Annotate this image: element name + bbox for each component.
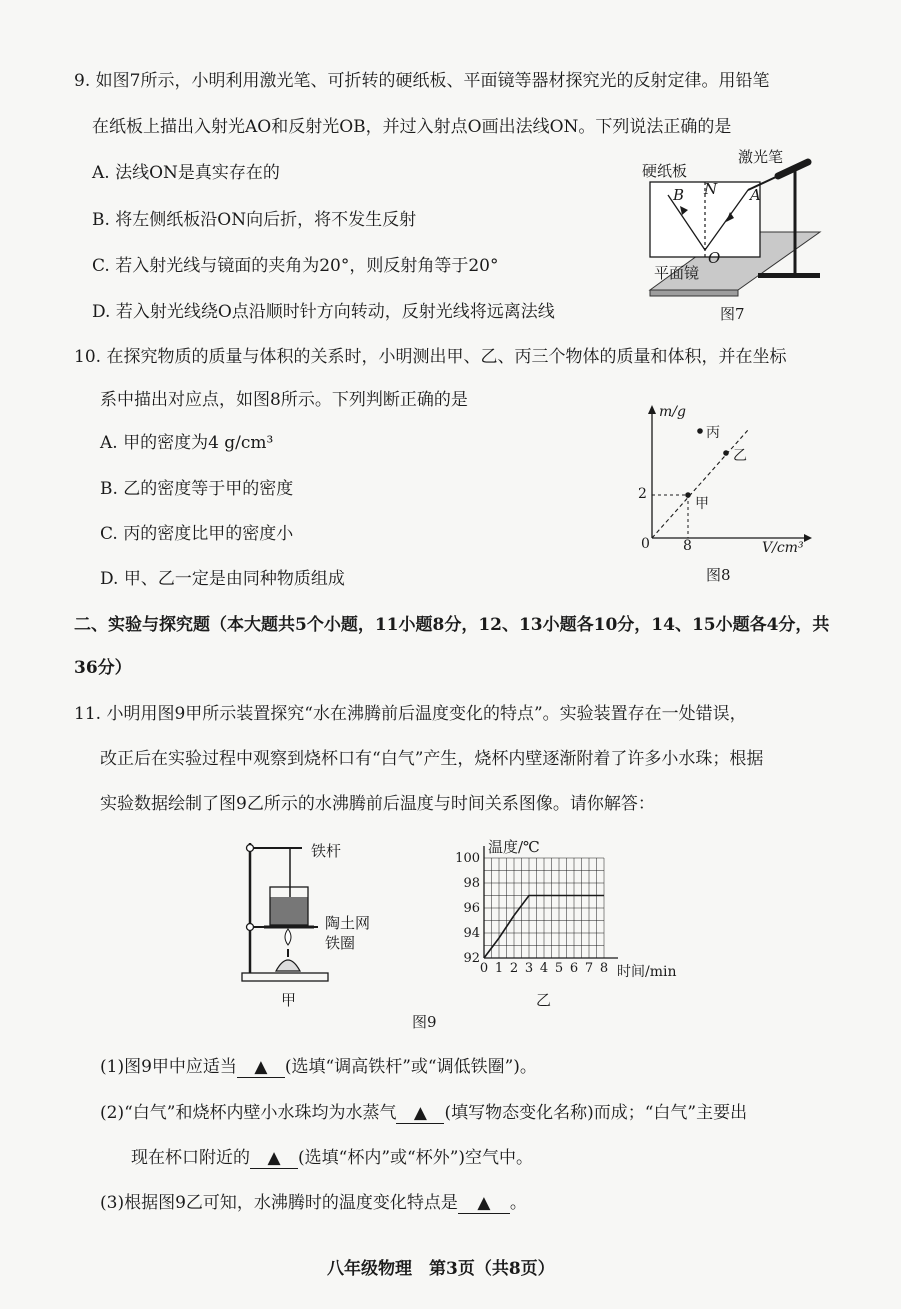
q10-option-a: A. 甲的密度为4 g/cm³ [100,433,274,453]
q9-stem-line2: 在纸板上描出入射光AO和反射光OB，并过入射点O画出法线ON。下列说法正确的是 [92,117,732,137]
fig7-point-b: B [673,186,685,204]
fig8-tick-y: 2 [638,486,647,502]
q10-option-c: C. 丙的密度比甲的密度小 [100,524,294,544]
answer-blank-2[interactable]: ▲ [396,1103,444,1124]
answer-blank-4[interactable]: ▲ [458,1193,510,1214]
y-tick-label: 100 [455,851,480,866]
fig9a-caption: 甲 [281,991,297,1009]
fig9a-label-iron-rod: 铁杆 [311,842,342,860]
q11-part2b-prefix: 现在杯口附近的 [131,1148,250,1168]
q11-part3 [100,1188,527,1214]
q11-part1-suffix: (选填“调高铁杆”或“调低铁圈”)。 [284,1057,537,1077]
page-footer: 八年级物理 第3页（共8页） [327,1259,555,1279]
fig9b-y-axis-title: 温度/℃ [488,838,540,856]
x-tick-label: 7 [584,961,594,976]
q9-option-b: B. 将左侧纸板沿ON向后折，将不发生反射 [92,210,417,230]
q11-stem-line3: 实验数据绘制了图9乙所示的水沸腾前后温度与时间关系图像。请你解答： [100,794,655,814]
fig7-point-a: A [750,186,761,204]
fig9-caption: 图9 [412,1013,437,1031]
point-yi [723,450,729,456]
q11-stem-line1: 11. 小明用图9甲所示装置探究“水在沸腾前后温度变化的特点”。实验装置存在一处错误， [74,704,747,724]
q10-stem-line2: 系中描出对应点，如图8所示。下列判断正确的是 [100,390,468,410]
y-tick-label: 94 [463,926,480,941]
section-2-heading-line2: 36分） [74,658,132,678]
q11-part2-prefix: (2)“白气”和烧杯内壁小水珠均为水蒸气 [100,1103,397,1123]
fig9a-label-gauze: 陶土网 [325,914,371,932]
fig8-label-bing: 丙 [706,425,720,441]
point-bing [697,428,703,434]
fig8-caption: 图8 [706,566,731,584]
section-2-heading-line1: 二、实验与探究题（本大题共5个小题，11小题8分，12、13小题各10分，14、15小题各4分，共 [74,615,830,635]
fig8-y-axis-label: m/g [659,404,686,420]
x-tick-label: 8 [599,961,609,976]
figure-9b-temperature-chart [452,836,682,976]
q11-stem-line2: 改正后在实验过程中观察到烧杯口有“白气”产生，烧杯内壁逐渐附着了许多小水珠；根据 [100,749,764,769]
x-tick-label: 6 [569,961,579,976]
fig8-tick-x: 8 [683,538,692,554]
q11-part2-line1 [100,1098,747,1124]
q10-option-d: D. 甲、乙一定是由同种物质组成 [100,569,345,589]
point-jia [685,492,691,498]
y-tick-label: 96 [463,901,480,916]
q11-part2-line2 [131,1143,533,1169]
fig7-caption: 图7 [720,305,745,323]
answer-blank-1[interactable]: ▲ [237,1057,285,1078]
x-tick-label: 5 [554,961,564,976]
y-tick-label: 92 [463,951,480,966]
x-tick-label: 1 [494,961,504,976]
figure-8-mass-volume-graph [630,400,820,550]
x-tick-label: 2 [509,961,519,976]
fig8-label-yi: 乙 [733,448,747,464]
fig7-point-o: O [708,249,721,267]
q11-part3-prefix: (3)根据图9乙可知，水沸腾时的温度变化特点是 [100,1193,458,1213]
q9-option-d: D. 若入射光线绕O点沿顺时针方向转动，反射光线将远离法线 [92,302,555,322]
answer-blank-3[interactable]: ▲ [250,1148,298,1169]
fig9a-label-iron-ring: 铁圈 [325,934,356,952]
fig8-origin: 0 [641,536,650,552]
q10-option-b: B. 乙的密度等于甲的密度 [100,479,294,499]
fig8-label-jia: 甲 [695,496,709,512]
fig7-label-laser: 激光笔 [738,148,784,166]
x-tick-label: 0 [479,961,489,976]
fig8-x-axis-label: V/cm³ [762,540,804,556]
q9-option-c: C. 若入射光线与镜面的夹角为20°，则反射角等于20° [92,256,499,276]
fig7-point-n: N [704,180,718,198]
q9-stem-line1: 9. 如图7所示，小明利用激光笔、可折转的硬纸板、平面镜等器材探究光的反射定律。用铅笔 [74,71,770,91]
fig7-label-mirror: 平面镜 [654,264,700,282]
q11-part3-suffix: 。 [509,1193,527,1213]
q11-part1 [100,1052,537,1078]
fig9b-caption: 乙 [536,991,552,1009]
q11-part2b-suffix: (选填“杯内”或“杯外”)空气中。 [298,1148,534,1168]
q11-part2-suffix: (填写物态变化名称)而成；“白气”主要出 [444,1103,748,1123]
q9-option-a: A. 法线ON是真实存在的 [92,163,280,183]
x-tick-label: 3 [524,961,534,976]
fig7-label-board: 硬纸板 [642,162,688,180]
x-tick-label: 4 [539,961,549,976]
q11-part1-prefix: (1)图9甲中应适当 [100,1057,237,1077]
q10-stem-line1: 10. 在探究物质的质量与体积的关系时，小明测出甲、乙、丙三个物体的质量和体积，并在坐标 [74,347,787,367]
fig9b-x-axis-title: 时间/min [617,964,677,980]
y-tick-label: 98 [463,876,480,891]
